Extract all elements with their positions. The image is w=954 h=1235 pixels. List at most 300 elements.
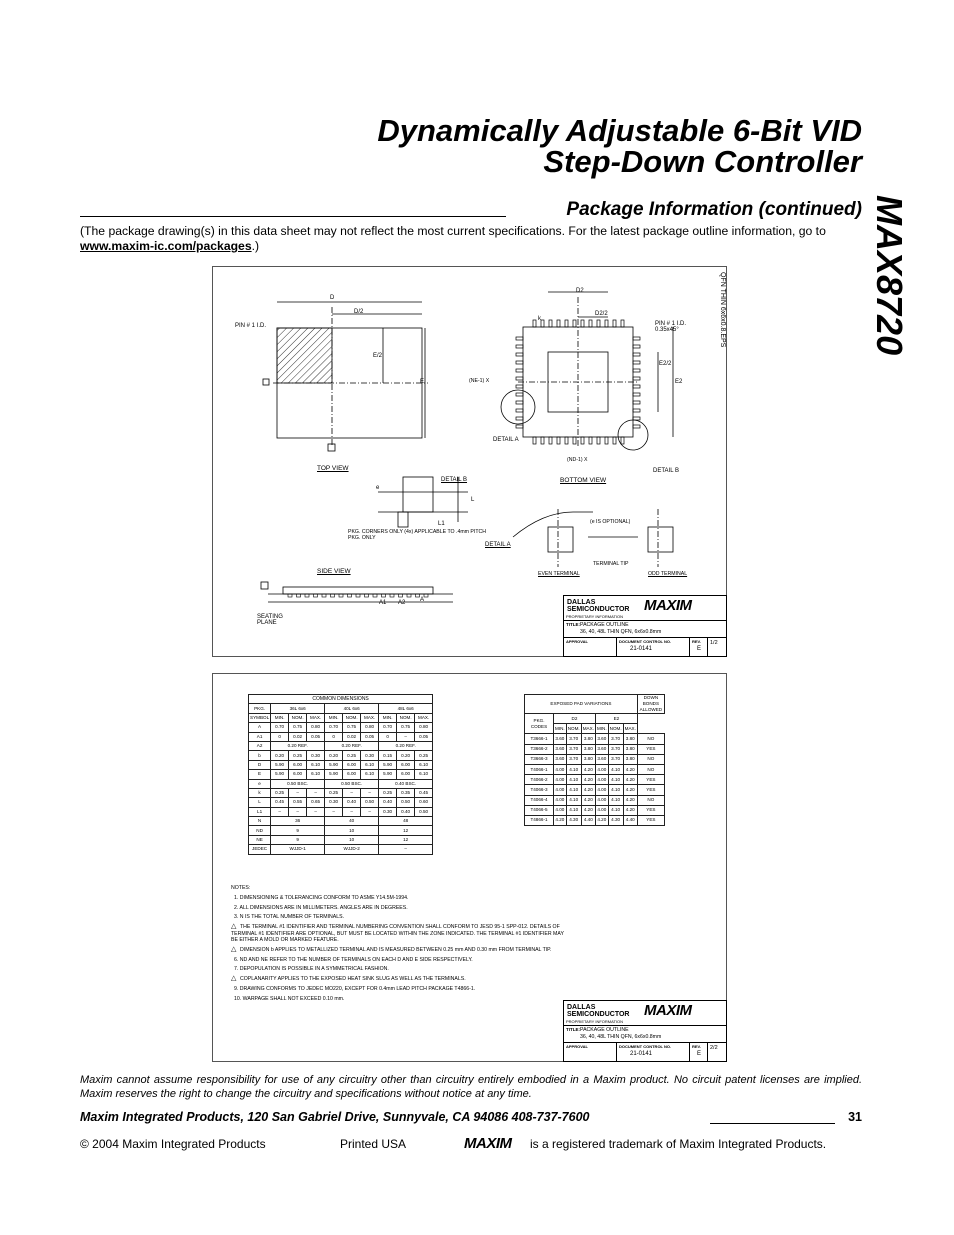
value-cell: –: [307, 788, 325, 797]
terminal-pad: [516, 425, 523, 428]
common-dimensions-table: [248, 694, 433, 855]
value-cell: 0.75: [289, 723, 307, 732]
merged-value-cell: –: [379, 845, 433, 854]
value-cell: 5.90: [325, 760, 343, 769]
value-cell: 6.10: [307, 770, 325, 779]
column-header: MAX.: [307, 713, 325, 722]
detail-b-title: DETAIL B: [441, 477, 468, 483]
doc-ctrl-label: DOCUMENT CONTROL NO.: [619, 1044, 672, 1049]
value-cell: 4.00: [595, 764, 608, 774]
pkg-variant-header: 48L 6x6: [379, 704, 433, 713]
table-row: [249, 845, 433, 854]
terminal-pad: [516, 401, 523, 404]
terminal-pad: [589, 437, 592, 444]
terminal-pad: [557, 320, 560, 327]
pkg-variant-header: 40L 6x6: [325, 704, 379, 713]
footer-address-line: [80, 1110, 862, 1124]
value-cell: 0.20: [325, 751, 343, 760]
value-cell: 0.30: [307, 751, 325, 760]
pkg-codes-header: PKG. CODES: [525, 714, 554, 734]
value-cell: 3.70: [566, 744, 581, 754]
symbol-cell: NE: [249, 835, 271, 844]
title-line-1: Dynamically Adjustable 6-Bit VID: [377, 113, 862, 148]
column-header: NOM.: [397, 713, 415, 722]
copyright: © 2004 Maxim Integrated Products: [80, 1137, 266, 1151]
disclaimer-text: Maxim cannot assume responsibility for use of any circuitry other than circuitry entirely embodied in a Maxim product. No circuit patent licenses are implied. Maxim reserves the right to change the circuitry and specifications without notice at any time.: [80, 1074, 862, 1100]
symbol-cell: A1: [249, 732, 271, 741]
footer-rule: [710, 1123, 835, 1124]
column-header: NOM.: [343, 713, 361, 722]
table-row: [249, 817, 433, 826]
terminal-pad: [573, 437, 576, 444]
pkg-code-cell: T3666-2: [525, 744, 554, 754]
terminal-pad: [633, 401, 640, 404]
table-row: [249, 741, 433, 750]
value-cell: 3.80: [581, 754, 595, 764]
column-header: NOM.: [289, 713, 307, 722]
value-cell: 0.02: [289, 732, 307, 741]
title-line-2: 36, 40, 48L THIN QFN, 6x6x0.8mm: [580, 629, 662, 635]
terminal-pad: [557, 437, 560, 444]
value-cell: 0.30: [379, 807, 397, 816]
side-terminal: [348, 594, 352, 597]
merged-value-cell: 9: [271, 835, 325, 844]
dim-e2: E2: [675, 379, 683, 385]
dim-a1: A1: [379, 600, 387, 606]
down-bonds-header: DOWN BONDS ALLOWED: [637, 695, 664, 714]
page-number: 31: [848, 1110, 862, 1124]
value-cell: –: [271, 807, 289, 816]
pkg-code-cell: T4066-2: [525, 775, 554, 785]
warning-triangle-icon: △: [231, 923, 237, 931]
table-row: [525, 795, 665, 805]
pkg-code-cell: T4066-1: [525, 764, 554, 774]
detail-b-outline: [378, 477, 468, 527]
value-cell: 3.70: [566, 754, 581, 764]
table-row: [249, 835, 433, 844]
value-cell: 0.80: [361, 723, 379, 732]
value-cell: 5.90: [271, 770, 289, 779]
pkg-code-cell: T4066-4: [525, 795, 554, 805]
proprietary-label: PROPRIETARY INFORMATION: [566, 614, 624, 619]
value-cell: 4.10: [608, 785, 623, 795]
section-heading: Package Information (continued): [566, 199, 862, 220]
value-cell: 4.30: [566, 815, 581, 825]
approval-label: APPROVAL: [566, 1044, 588, 1049]
value-cell: 5.90: [271, 760, 289, 769]
value-cell: NO: [637, 764, 664, 774]
terminal-pad: [549, 320, 552, 327]
terminal-pad: [516, 337, 523, 340]
detail-a-callout: DETAIL A: [493, 437, 519, 443]
value-cell: 3.70: [608, 754, 623, 764]
value-cell: 3.60: [554, 754, 567, 764]
value-cell: 4.20: [581, 795, 595, 805]
side-terminal: [365, 594, 369, 597]
common-dims-title: COMMON DIMENSIONS: [249, 695, 433, 704]
table-row: [525, 775, 665, 785]
terminal-pad: [633, 361, 640, 364]
note-item: △ DIMENSION b APPLIES TO METALLIZED TERMINAL AND IS MEASURED BETWEEN 0.25 mm AND 0.30 mm FROM TERMINAL TIP.: [231, 945, 552, 953]
intro-text: [80, 224, 865, 254]
terminal-tip-label: TERMINAL TIP: [593, 561, 629, 567]
note-item: 2. ALL DIMENSIONS ARE IN MILLIMETERS. ANGLES ARE IN DEGREES.: [234, 904, 408, 911]
intro-post: .): [251, 239, 260, 253]
value-cell: 0.50: [415, 807, 433, 816]
table-row: [525, 785, 665, 795]
value-cell: 4.20: [581, 775, 595, 785]
sheet-number: 1/2: [710, 640, 718, 646]
merged-value-cell: 0.50 BSC.: [325, 779, 379, 788]
rev-value: E: [697, 1051, 702, 1057]
side-terminal: [416, 594, 420, 597]
terminal-pad: [597, 437, 600, 444]
page-title: [377, 115, 862, 177]
dim-a2: A2: [398, 600, 406, 606]
dim-d-half: D/2: [354, 309, 364, 315]
note-item: 9. DRAWING CONFORMS TO JEDEC MO220, EXCEPT FOR 0.4mm LEAD PITCH PACKAGE T4866-1.: [234, 985, 476, 992]
symbol-cell: E: [249, 770, 271, 779]
terminal-pad: [516, 353, 523, 356]
dim-l1: L1: [438, 521, 445, 527]
title-line-1: PACKAGE OUTLINE: [580, 1027, 629, 1033]
value-cell: 4.10: [566, 775, 581, 785]
table-row: [249, 798, 433, 807]
symbol-cell: b: [249, 751, 271, 760]
merged-value-cell: 0.40 BSC.: [379, 779, 433, 788]
value-cell: 4.20: [581, 785, 595, 795]
terminal-pad: [565, 437, 568, 444]
value-cell: 0.25: [271, 788, 289, 797]
value-cell: 4.00: [554, 795, 567, 805]
terminal-pad: [516, 345, 523, 348]
value-cell: YES: [637, 775, 664, 785]
value-cell: 6.10: [415, 770, 433, 779]
merged-value-cell: 40: [325, 817, 379, 826]
pin1-id-label: PIN # 1 I.D.: [235, 323, 267, 329]
value-cell: YES: [637, 815, 664, 825]
value-cell: 0.02: [343, 732, 361, 741]
side-terminal: [382, 594, 386, 597]
merged-value-cell: 0.20 REF.: [379, 741, 433, 750]
terminal-pad: [516, 409, 523, 412]
table-header-row: [249, 704, 433, 713]
symbol-cell: k: [249, 788, 271, 797]
terminal-pad: [613, 437, 616, 444]
value-cell: 0.25: [415, 751, 433, 760]
dim-l: L: [471, 497, 475, 503]
value-cell: 6.00: [289, 760, 307, 769]
packages-link[interactable]: www.maxim-ic.com/packages: [80, 239, 252, 253]
side-part-number: [868, 195, 918, 395]
note-item: 10. WARPAGE SHALL NOT EXCEED 0.10 mm.: [234, 995, 345, 1002]
even-terminal-label: EVEN TERMINAL: [538, 571, 580, 577]
maxim-logo: MAXIM: [464, 1135, 512, 1152]
column-header: MIN.: [325, 713, 343, 722]
dim-d2: D2: [576, 288, 584, 294]
terminal-pad: [633, 337, 640, 340]
pkg-corners-note: PKG. CORNERS ONLY (4x) APPLICABLE TO .4mm PITCH PKG. ONLY: [348, 529, 486, 541]
column-header: NOM.: [608, 724, 623, 734]
value-cell: 0.60: [415, 798, 433, 807]
terminal-pad: [633, 345, 640, 348]
sheet-number: 2/2: [710, 1045, 718, 1051]
terminal-pad: [573, 320, 576, 327]
value-cell: 4.00: [595, 795, 608, 805]
value-cell: 3.80: [581, 744, 595, 754]
pkg-code-cell: T3666-3: [525, 754, 554, 764]
value-cell: –: [397, 732, 415, 741]
table-row: [525, 815, 665, 825]
value-cell: 4.10: [608, 805, 623, 815]
approval-label: APPROVAL: [566, 639, 588, 644]
value-cell: 0: [379, 732, 397, 741]
side-terminal: [331, 594, 335, 597]
dim-e: E: [420, 379, 425, 385]
table-header-row: [525, 714, 665, 724]
doc-number: 21-0141: [630, 1051, 653, 1057]
table-row: [249, 779, 433, 788]
d2-header: D2: [554, 714, 596, 724]
dim-e-pitch: e: [376, 485, 380, 491]
table-row: [249, 807, 433, 816]
value-cell: 0.05: [307, 732, 325, 741]
value-cell: YES: [637, 744, 664, 754]
merged-value-cell: 10: [325, 835, 379, 844]
note-item: △ COPLANARITY APPLIES TO THE EXPOSED HEAT SINK SLUG AS WELL AS THE TERMINALS.: [231, 975, 466, 983]
value-cell: 3.80: [581, 734, 595, 744]
table-row: [525, 734, 665, 744]
value-cell: 3.80: [623, 734, 637, 744]
value-cell: 4.20: [554, 815, 567, 825]
trademark-text: is a registered trademark of Maxim Integrated Products.: [530, 1137, 827, 1151]
side-terminal: [399, 594, 403, 597]
package-drawing-sheet-2: [212, 673, 727, 1062]
detail-a-title: DETAIL A: [485, 542, 511, 548]
value-cell: 4.00: [595, 775, 608, 785]
note-item: △ THE TERMINAL #1 IDENTIFIER AND TERMINAL NUMBERING CONVENTION SHALL CONFORM TO JESD 95-1 SPP-012. DETAILS OF TERMINAL #1 IDENTIFIER ARE OPTIONAL, BUT MUST BE LOCATED WITHIN THE ZONE INDICATED. THE TERMINAL #1 IDENTIFIER MAY BE EITHER A MOLD OR MARKED FEATURE.: [231, 923, 564, 943]
value-cell: YES: [637, 785, 664, 795]
part-number: MAX8720: [869, 195, 910, 356]
terminal-pad: [533, 437, 536, 444]
value-cell: 0.80: [415, 723, 433, 732]
terminal-pad: [633, 409, 640, 412]
value-cell: 4.20: [623, 785, 637, 795]
value-cell: 0.50: [361, 798, 379, 807]
column-header: MAX.: [623, 724, 637, 734]
table-subheader-row: [249, 713, 433, 722]
column-header: MAX.: [361, 713, 379, 722]
value-cell: 6.10: [361, 760, 379, 769]
value-cell: 3.60: [595, 754, 608, 764]
value-cell: 5.90: [379, 760, 397, 769]
odd-terminal-label: ODD TERMINAL: [648, 571, 688, 577]
value-cell: 4.20: [581, 805, 595, 815]
value-cell: 4.10: [608, 775, 623, 785]
pkg-code-cell: T4066-5: [525, 805, 554, 815]
table-row: [525, 764, 665, 774]
column-header: SYMBOL: [249, 713, 271, 722]
value-cell: –: [307, 807, 325, 816]
value-cell: 3.60: [595, 744, 608, 754]
column-header: MIN.: [271, 713, 289, 722]
dim-d2-half: D2/2: [595, 311, 608, 317]
detail-a-outline: [513, 509, 673, 567]
value-cell: 4.20: [623, 764, 637, 774]
note-item: 6. ND AND NE REFER TO THE NUMBER OF TERMINALS ON EACH D AND E SIDE RESPECTIVELY.: [234, 956, 473, 963]
value-cell: 0: [325, 732, 343, 741]
doc-number: 21-0141: [630, 646, 653, 652]
dim-a: A: [420, 597, 425, 603]
value-cell: 0.75: [343, 723, 361, 732]
value-cell: YES: [637, 805, 664, 815]
pkg-header: PKG.: [249, 704, 271, 713]
side-terminal: [288, 594, 292, 597]
value-cell: 0.20: [271, 751, 289, 760]
table-row: [249, 760, 433, 769]
column-header: MIN.: [595, 724, 608, 734]
terminal-pad: [633, 393, 640, 396]
warning-triangle-icon: △: [231, 975, 237, 983]
terminal-pad: [516, 393, 523, 396]
notes-section: [231, 885, 566, 1006]
value-cell: 3.80: [623, 744, 637, 754]
terminal-pad: [605, 320, 608, 327]
value-cell: 0.25: [379, 788, 397, 797]
side-view-label: SIDE VIEW: [317, 568, 351, 575]
section-rule: [80, 216, 506, 217]
dim-e-half: E/2: [373, 353, 383, 359]
value-cell: 4.30: [608, 815, 623, 825]
e-optional-label: (e IS OPTIONAL): [590, 519, 631, 525]
note-item: 1. DIMENSIONING & TOLERANCING CONFORM TO ASME Y14.5M-1994.: [234, 894, 409, 901]
value-cell: 0.35: [397, 788, 415, 797]
seating-plane-label: SEATING PLANE: [257, 614, 283, 626]
value-cell: –: [361, 788, 379, 797]
merged-value-cell: 0.20 REF.: [325, 741, 379, 750]
side-terminal: [356, 594, 360, 597]
table-row: [249, 788, 433, 797]
bottom-view-outline: [501, 292, 673, 450]
title-label: TITLE:: [566, 622, 580, 627]
value-cell: 6.00: [397, 760, 415, 769]
proprietary-label: PROPRIETARY INFORMATION: [566, 1019, 624, 1024]
value-cell: 6.10: [361, 770, 379, 779]
note-item: 7. DEPOPULATION IS POSSIBLE IN A SYMMETRICAL FASHION.: [234, 966, 389, 973]
value-cell: 0.40: [343, 798, 361, 807]
value-cell: –: [289, 788, 307, 797]
dim-d: D: [330, 295, 335, 301]
terminal-pad: [516, 417, 523, 420]
symbol-cell: L: [249, 798, 271, 807]
value-cell: 5.90: [325, 770, 343, 779]
value-cell: 4.00: [554, 775, 567, 785]
value-cell: 0.30: [325, 798, 343, 807]
terminal-pad: [633, 377, 640, 380]
table-row: [249, 723, 433, 732]
e2-header: E2: [595, 714, 637, 724]
value-cell: 4.00: [595, 785, 608, 795]
terminal-pad: [633, 369, 640, 372]
symbol-cell: D: [249, 760, 271, 769]
value-cell: 0.75: [397, 723, 415, 732]
value-cell: 4.20: [623, 775, 637, 785]
merged-value-cell: 36: [271, 817, 325, 826]
symbol-cell: JEDEC: [249, 845, 271, 854]
value-cell: 4.40: [623, 815, 637, 825]
value-cell: 4.00: [554, 785, 567, 795]
value-cell: 4.10: [566, 795, 581, 805]
side-terminal: [424, 594, 428, 597]
rev-value: E: [697, 646, 702, 652]
value-cell: 0.30: [361, 751, 379, 760]
value-cell: 4.10: [608, 764, 623, 774]
value-cell: 0.55: [289, 798, 307, 807]
terminal-pad: [605, 437, 608, 444]
terminal-pad: [581, 320, 584, 327]
column-header: MIN.: [379, 713, 397, 722]
value-cell: NO: [637, 734, 664, 744]
maxim-logo: MAXIM: [644, 1002, 692, 1019]
file-label: QFN THIN 6x6x0.8.EPS: [719, 272, 726, 348]
value-cell: 4.10: [566, 764, 581, 774]
pkg-variant-header: 36L 6x6: [271, 704, 325, 713]
ne-label: (NE-1) X: [469, 378, 490, 384]
value-cell: 0.65: [307, 798, 325, 807]
value-cell: 6.00: [397, 770, 415, 779]
value-cell: 0.20: [397, 751, 415, 760]
dallas-logo: DALLAS SEMICONDUCTOR: [567, 599, 630, 613]
merged-value-cell: 10: [325, 826, 379, 835]
doc-ctrl-label: DOCUMENT CONTROL NO.: [619, 639, 672, 644]
pkg-code-cell: T4066-3: [525, 785, 554, 795]
value-cell: 4.20: [623, 805, 637, 815]
side-terminal: [297, 594, 301, 597]
value-cell: 6.10: [415, 760, 433, 769]
symbol-cell: e: [249, 779, 271, 788]
value-cell: 3.70: [608, 734, 623, 744]
terminal-pad: [541, 320, 544, 327]
side-terminal: [407, 594, 411, 597]
value-cell: 4.00: [554, 805, 567, 815]
value-cell: 4.00: [595, 805, 608, 815]
terminal-pad: [516, 377, 523, 380]
value-cell: –: [361, 807, 379, 816]
column-header: MAX.: [581, 724, 595, 734]
exposed-pad-title: EXPOSED PAD VARIATIONS: [525, 695, 638, 714]
footer-address: Maxim Integrated Products, 120 San Gabriel Drive, Sunnyvale, CA 94086 408-737-7600: [80, 1110, 590, 1124]
value-cell: –: [343, 807, 361, 816]
exposed-pad-table: [524, 694, 665, 826]
value-cell: 0.25: [325, 788, 343, 797]
value-cell: 4.10: [566, 805, 581, 815]
merged-value-cell: WJJD-2: [325, 845, 379, 854]
terminal-pad: [565, 320, 568, 327]
table-row: [249, 732, 433, 741]
value-cell: 0.05: [415, 732, 433, 741]
value-cell: 6.00: [289, 770, 307, 779]
table-row: [249, 751, 433, 760]
value-cell: 3.70: [566, 734, 581, 744]
value-cell: 4.20: [581, 764, 595, 774]
column-header: MIN.: [554, 724, 567, 734]
terminal-pad: [597, 320, 600, 327]
side-terminal: [373, 594, 377, 597]
value-cell: 6.00: [343, 760, 361, 769]
value-cell: 0.70: [271, 723, 289, 732]
symbol-cell: N: [249, 817, 271, 826]
top-view-outline: [263, 302, 428, 451]
